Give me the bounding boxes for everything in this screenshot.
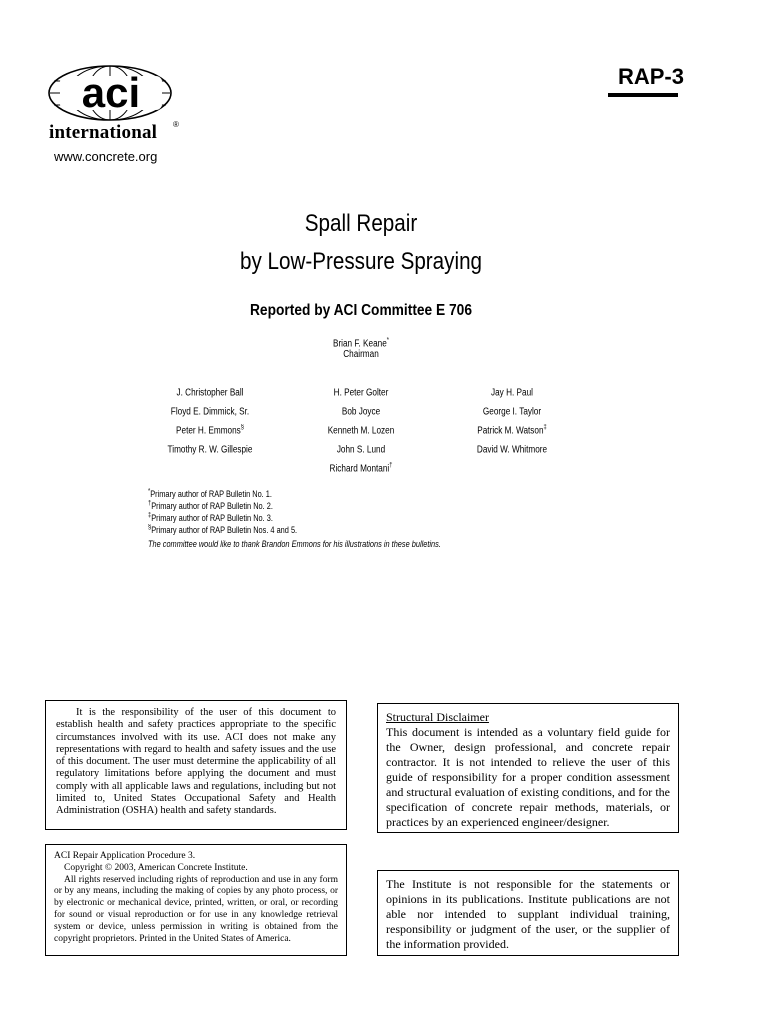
copyright-text: All rights reserved including rights of reproduction and use in any form or by any means, including the making of copies by any photo process, or by electronic or mechanical device, printed, written, or oral, or recording for sound or visual reproduction or for use in any knowledge retrieval system or device, unless permission in writing is obtained from the copyright proprietors. Printed in the United States of America. <box>54 874 338 944</box>
member-name: David W. Whitmore <box>476 444 548 456</box>
institute-notice-text: The Institute is not responsible for the statements or opinions in its publications. Institute publications are not able nor intended to supplant individual training, responsibility or judgment of the user, or the supplier of the information provided. <box>386 877 670 951</box>
safety-notice-box <box>45 700 347 830</box>
website-url: www.concrete.org <box>54 149 158 164</box>
registered-mark: ® <box>173 120 179 129</box>
document-title-line2: by Low-Pressure Spraying <box>239 248 483 275</box>
disclaimer-heading: Structural Disclaimer <box>386 710 489 724</box>
members-column-1 <box>130 380 290 456</box>
member-name: Patrick M. Watson‡ <box>477 424 547 437</box>
institute-notice-box <box>377 870 679 956</box>
globe-logo-icon <box>46 64 178 122</box>
document-title-line1: Spall Repair <box>304 210 418 237</box>
member-name: Timothy R. W. Gillespie <box>167 444 253 456</box>
member-name: Bob Joyce <box>341 406 381 418</box>
document-code-underline <box>608 93 678 97</box>
member-name: Peter H. Emmons§ <box>176 424 244 437</box>
member-name: George I. Taylor <box>482 406 542 418</box>
footnote: ‡Primary author of RAP Bulletin No. 3. <box>148 512 273 523</box>
author-footnotes <box>148 487 330 535</box>
footnote: §Primary author of RAP Bulletin Nos. 4 and 5. <box>148 524 298 535</box>
acknowledgment: The committee would like to thank Brandon Emmons for his illustrations in these bulletins. <box>148 539 441 549</box>
reported-by: Reported by ACI Committee E 706 <box>249 302 472 319</box>
member-name: John S. Lund <box>336 444 386 456</box>
copyright-line: Copyright © 2003, American Concrete Institute. <box>64 862 248 873</box>
member-name: H. Peter Golter <box>333 387 389 399</box>
logo-brand-text: aci <box>81 69 141 116</box>
chairman-name: Brian F. Keane* <box>332 337 390 350</box>
disclaimer-text: This document is intended as a voluntary field guide for the Owner, design professional, and concrete repair contractor. It is not intended to relieve the user of this guide of responsibility for a proper condition assessment and structural evaluation of existing conditions, and for the specification of concrete repair methods, materials, or practices by an experienced engineer/designer. <box>386 725 670 829</box>
copyright-box <box>45 844 347 956</box>
safety-notice-text: It is the responsibility of the user of this document to establish health and safety practices appropriate to the specific circumstances involved with its use. ACI does not make any representations with regard to health and safety issues and the use of this document. The user must determine the applicability of all regulatory limitations before applying the document and must comply with all applicable laws and regulations, including but not limited to, United States Occupational Safety and Health Administration (OSHA) health and safety standards. <box>56 707 336 817</box>
aci-logo <box>46 64 196 164</box>
members-column-3 <box>432 380 592 456</box>
document-code: RAP-3 <box>617 64 684 89</box>
logo-subtitle: international <box>49 122 158 143</box>
procedure-number: ACI Repair Application Procedure 3. <box>54 851 196 861</box>
chairman-role: Chairman <box>343 349 379 360</box>
member-name: Floyd E. Dimmick, Sr. <box>170 406 250 418</box>
members-column-2 <box>281 380 441 475</box>
member-name: Jay H. Paul <box>491 387 533 399</box>
member-name: J. Christopher Ball <box>176 387 244 399</box>
member-name: Richard Montani† <box>329 462 393 475</box>
chairman-footnote-mark: * <box>386 337 390 344</box>
footnote: †Primary author of RAP Bulletin No. 2. <box>148 500 273 511</box>
member-name: Kenneth M. Lozen <box>327 425 395 437</box>
structural-disclaimer-box <box>377 703 679 833</box>
footnote: *Primary author of RAP Bulletin No. 1. <box>148 488 272 499</box>
